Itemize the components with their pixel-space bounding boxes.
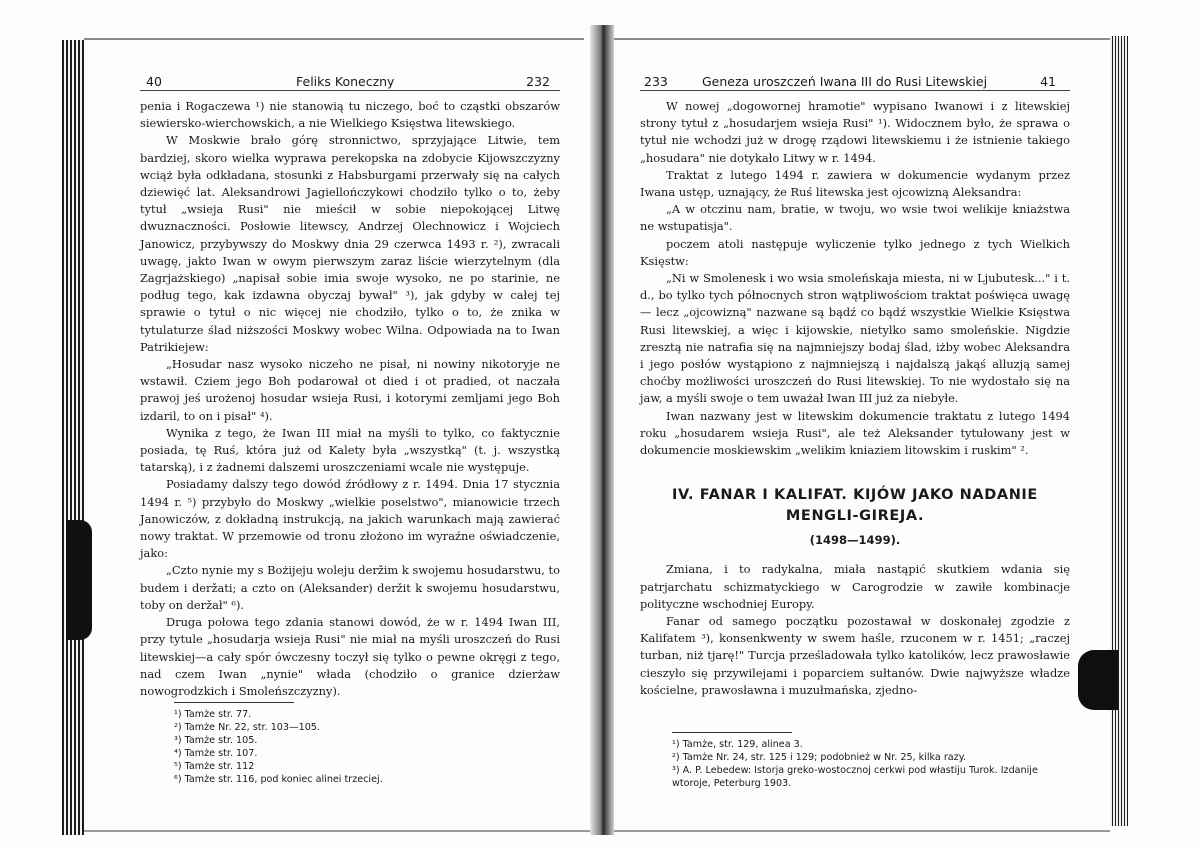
page-body (140, 98, 560, 700)
page-number: 41 (1040, 74, 1056, 89)
paragraph: W nowej „dogowornej hramotie" wypisano Iwanowi i z litewskiej strony tytuł z „hosudarjem wsieja Rusi" ¹). Widocznem było, że sprawa o tytuł nie wchodzi już w drogę rządowi litewskiemu i że istnienie takiego „hosudara" nie dotykało Litwy w r. 1494. (640, 99, 1070, 165)
footnote-rule (174, 702, 294, 703)
running-title: Geneza uroszczeń Iwana III do Rusi Litewskiej (702, 74, 988, 89)
right-clip-shadow (1078, 650, 1118, 710)
section-title-line: MENGLI-GIREJA. (785, 508, 925, 525)
footnote: ³) Tamże str. 105. (174, 735, 258, 746)
bottom-page-edge-left (84, 830, 590, 832)
section-heading (640, 485, 1070, 527)
footnote: ⁵) Tamże str. 112 (174, 761, 255, 772)
paragraph: Traktat z lutego 1494 r. zawiera w dokumencie wydanym przez Iwana ustęp, uznający, że Ruś litewska jest ojcowizną Aleksandra: (640, 167, 1070, 200)
paragraph: penia i Rogaczewa ¹) nie stanowią tu niczego, boć to cząstki obszarów siewiersko-wierchowskich, a nie Wielkiego Księstwa litewskiego. (140, 99, 560, 131)
quotation: „Czto nynie my s Bożijeju woleju deržim k swojemu hosudarstwu, to budem i deržati; a czto on (Aleksander) deržit k swojemu hosudarstwu, toby on deržał" ⁶). (140, 563, 560, 612)
top-page-edge-left (84, 38, 584, 40)
footnotes (174, 708, 494, 786)
page-number: 40 (146, 74, 162, 89)
left-book-edge (62, 40, 84, 835)
bottom-page-edge-right (614, 830, 1110, 832)
footnote: ⁴) Tamże str. 107. (174, 748, 258, 759)
footnote: ¹) Tamże, str. 129, alinea 3. (672, 739, 803, 750)
footnote-rule (672, 732, 792, 733)
section-title-line: IV. FANAR I KALIFAT. KIJÓW JAKO NADANIE (672, 487, 1038, 504)
book-gutter (590, 25, 614, 835)
footnote: ²) Tamże Nr. 24, str. 125 i 129; podobnież w Nr. 25, kilka razy. (672, 752, 967, 763)
running-header (140, 70, 560, 91)
paragraph: Druga połowa tego zdania stanowi dowód, że w r. 1494 Iwan III, przy tytule „hosudarja wsieja Rusi" nie miał na myśli uroszczeń do Rusi litewskiej—a cały spór ówczesny toczył się tylko o pewne okręgi z tego, nad czem Iwan „nynie" włada (chodziło o granice dzierżaw nowogrodzkich i Smoleńszczyzny). (140, 615, 560, 698)
paragraph: Posiadamy dalszy tego dowód źródłowy z r. 1494. Dnia 17 stycznia 1494 r. ⁵) przybyło do Moskwy „wielkie poselstwo", mianowicie trzech Janowiczów, z dokładną instrukcją, na jakich warunkach mają zawierać nowy traktat. W przemowie od tronu złożono im wyraźne oświadczenie, jako: (140, 477, 560, 561)
original-page-number: 232 (526, 74, 550, 89)
footnote: ¹) Tamże str. 77. (174, 709, 252, 720)
paragraph: Iwan nazwany jest w litewskim dokumencie traktatu z lutego 1494 roku „hosudarem wsieja Rusi", ale też Aleksander tytułowany jest w dokumencie moskiewskim „welikim kniaziem litowskim i ruskim" ². (640, 408, 1070, 458)
quotation: „Hosudar nasz wysoko niczeho ne pisał, ni nowiny nikotoryje ne wstawił. Cziem jego Boh podarował ot died i ot pradied, ot naczała prawoj jeś urożenoj hosudar wsieja Rusi, i kotorymi zemljami jego Boh izdaril, to on i pisał" ⁴). (140, 357, 560, 423)
section-dates: (1498—1499). (809, 533, 901, 548)
footnotes (672, 738, 1072, 790)
left-clip-shadow (66, 520, 92, 640)
paragraph: Fanar od samego początku pozostawał w doskonałej zgodzie z Kalifatem ³), konsenkwenty w swem haśle, rzuconem w r. 1451; „raczej turban, niż tjarę!" Turcja prześladowała tylko katolików, lecz prawosławie cieszyło się przywilejami i poparciem sułtanów. Dwie najwyższe władze kościelne, prawosławna i muzułmańska, zjedno- (640, 614, 1070, 697)
paragraph: W Moskwie brało górę stronnictwo, sprzyjające Litwie, tem bardziej, skoro wielka wyprawa perekopska na zdobycie Kijowszczyzny wciąż była odkładana, stosunki z Habsburgami przerwały się na całych dziewięć lat. Aleksandrowi Jagiellończykowi chodziło tylko o to, żeby tytuł „wsieja Rusi" nie mieścił w sobie niepokojącej Litwę dwuznaczności. Posłowie litewscy, Andrzej Olechnowicz i Wojciech Janowicz, przybywszy do Moskwy dnia 29 czerwca 1493 r. ²), zwracali uwagę, jakto Iwan w owym pierwszym zaraz liście wierzytelnym (dla Zagrjażskiego) „napisał sobie imia swoje wysoko, ne po starinie, ne podług tego, kak izdawna obyczaj bywał" ³), jak gdyby w całej tej sprawie o tytuł o nic więcej nie chodziło, tylko o to, że znika w tytulaturze ślad niższości Moskwy wobec Wilna. Odpowiada na to Iwan Patrikiejew: (140, 133, 560, 354)
running-header (640, 70, 1070, 91)
left-page (140, 70, 560, 785)
paragraph: poczem atoli następuje wyliczenie tylko jednego z tych Wielkich Księstw: (640, 236, 1070, 268)
page-body (640, 98, 1070, 699)
original-page-number: 233 (644, 74, 668, 89)
footnote: ³) A. P. Lebedew: Istorja greko-wostocznoj cerkwi pod włastiju Turok. Izdanije wtoroje, Peterburg 1903. (672, 765, 1038, 789)
right-page (640, 70, 1070, 789)
paragraph: Wynika z tego, że Iwan III miał na myśli to tylko, co faktycznie posiada, tę Ruś, która już od Kalety była „wszystką" (t. j. wszystką tatarską), i z żadnemi dalszemi uroszczeniami wcale nie występuje. (140, 425, 560, 475)
footnote: ⁶) Tamże str. 116, pod koniec alinei trzeciej. (174, 774, 383, 785)
quotation: „Ni w Smolenesk i wo wsia smoleńskaja miesta, ni w Ljubutesk..." i t. d., bo tylko tych północnych stron wątpliwościom traktat poświęca uwagę — lecz „ojcowizną" nazwane są bądź co bądź wszystkie Wielkie Księstwa Rusi litewskiej, a więc i kijowskie, nietylko samo smoleńskie. Nigdzie zresztą nie natrafia się na najmniejszy bodaj ślad, iżby wobec Aleksandra i jego posłów wystąpiono z najmniejszą i najdalszą jakąś alluzją samej choćby możliwości uroszczeń do Rusi litewskiej. To nie wydostało się na jaw, a myśli swoje o tem uważał Iwan III już za niebyłe. (640, 271, 1070, 406)
footnote: ²) Tamże Nr. 22, str. 103—105. (174, 722, 320, 733)
paragraph: Zmiana, i to radykalna, miała nastąpić skutkiem wdania się patrjarchatu schizmatyckiego w Carogrodzie w zawiłe kombinacje polityczne wschodniej Europy. (640, 562, 1070, 611)
running-title: Feliks Koneczny (296, 74, 395, 89)
quotation: „A w otczinu nam, bratie, w twoju, wo wsie twoi welikije kniażstwa ne wstupatisja". (640, 202, 1070, 234)
top-page-edge-right (614, 38, 1110, 40)
